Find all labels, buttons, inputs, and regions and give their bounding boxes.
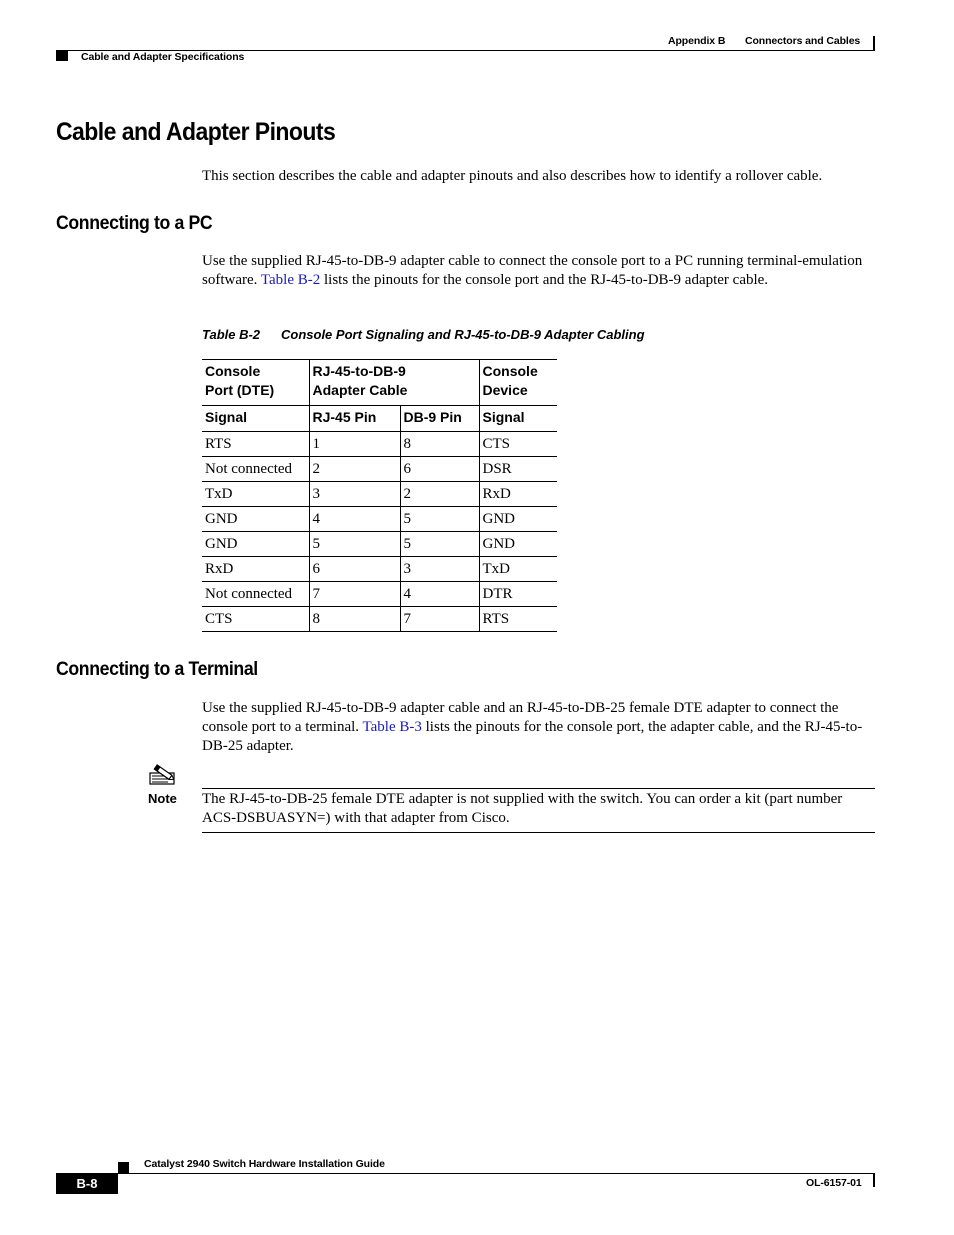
page-number: B-8: [56, 1173, 118, 1194]
table-row: [202, 607, 557, 632]
header-appendix: Appendix B: [668, 35, 726, 47]
table-cell: 8: [309, 607, 400, 632]
table-cell: TxD: [479, 557, 557, 582]
terminal-paragraph-text-2: lists the pinouts for the console port, the adapter cable, and the RJ-45-to-DB-25 adapter.: [202, 719, 863, 754]
pc-paragraph-text-1: Use the supplied RJ-45-to-DB-9 adapter cable to connect the console port to a PC running terminal-emulation software.: [202, 253, 863, 288]
table-cell: DSR: [479, 457, 557, 482]
table-cell: Not connected: [202, 582, 309, 607]
pc-paragraph: [202, 252, 877, 290]
note-pencil-icon: [148, 764, 178, 793]
table-cell: GND: [479, 532, 557, 557]
table-caption-title: Console Port Signaling and RJ-45-to-DB-9 Adapter Cabling: [281, 327, 645, 342]
footer-marker: [118, 1162, 129, 1173]
note-top-rule: [202, 788, 875, 789]
table-cell: 6: [309, 557, 400, 582]
table-cell: 5: [400, 507, 479, 532]
table-cell: 3: [400, 557, 479, 582]
table-cell: 5: [309, 532, 400, 557]
table-row: [202, 582, 557, 607]
table-row: [202, 532, 557, 557]
table-caption-number: Table B-2: [202, 327, 261, 342]
table-cell: RxD: [479, 482, 557, 507]
table-cell: 7: [400, 607, 479, 632]
table-cell: RxD: [202, 557, 309, 582]
table-cell: CTS: [202, 607, 309, 632]
table-cell: 2: [400, 482, 479, 507]
note-bottom-rule: [202, 832, 875, 833]
table-cell: RTS: [202, 432, 309, 457]
table-cell: GND: [202, 532, 309, 557]
table-caption: [202, 327, 645, 342]
table-cell: 7: [309, 582, 400, 607]
footer-guide-title: Catalyst 2940 Switch Hardware Installation Guide: [144, 1158, 385, 1170]
table-cell: DTR: [479, 582, 557, 607]
table-row: [202, 507, 557, 532]
sub-header-signal: Signal: [202, 406, 309, 432]
terminal-paragraph-text-1: Use the supplied RJ-45-to-DB-9 adapter cable and an RJ-45-to-DB-25 female DTE adapter to connect the console port to a terminal.: [202, 700, 839, 735]
note-text: The RJ-45-to-DB-25 female DTE adapter is not supplied with the switch. You can order a kit (part number ACS-DSBUASYN=) with that adapter from Cisco.: [202, 791, 843, 826]
table-cell: 5: [400, 532, 479, 557]
header-vertical-bar: [873, 36, 875, 51]
table-row: [202, 432, 557, 457]
footer-rule: [118, 1173, 875, 1174]
terminal-paragraph: [202, 699, 877, 756]
table-cell: Not connected: [202, 457, 309, 482]
table-b3-link[interactable]: Table B-3: [362, 719, 422, 735]
intro-paragraph: This section describes the cable and adapter pinouts and also describes how to identify a rollover cable.: [202, 168, 823, 184]
header-chapter: Connectors and Cables: [745, 35, 861, 47]
table-cell: 3: [309, 482, 400, 507]
header-marker: [56, 51, 68, 61]
footer-vertical-bar: [873, 1174, 875, 1187]
table-row: [202, 557, 557, 582]
table-cell: RTS: [479, 607, 557, 632]
table-cell: 4: [400, 582, 479, 607]
heading-connecting-terminal: Connecting to a Terminal: [56, 659, 258, 680]
note-label: Note: [148, 791, 177, 806]
pinout-table: [202, 359, 557, 632]
table-row: [202, 482, 557, 507]
page-title: Cable and Adapter Pinouts: [56, 118, 336, 146]
table-cell: 8: [400, 432, 479, 457]
table-cell: 6: [400, 457, 479, 482]
footer-doc-number: OL-6157-01: [806, 1177, 862, 1189]
table-cell: GND: [202, 507, 309, 532]
heading-connecting-pc: Connecting to a PC: [56, 213, 213, 234]
table-b2-link[interactable]: Table B-2: [260, 272, 321, 288]
table-cell: CTS: [479, 432, 557, 457]
pc-paragraph-text-2: lists the pinouts for the console port and the RJ-45-to-DB-9 adapter cable.: [324, 272, 769, 288]
table-cell: 2: [309, 457, 400, 482]
group-header-adapter-cable: RJ-45-to-DB-9 Adapter Cable: [309, 360, 479, 406]
table-cell: TxD: [202, 482, 309, 507]
sub-header-rj45-pin: RJ-45 Pin: [309, 406, 400, 432]
table-row: [202, 457, 557, 482]
header-section: Cable and Adapter Specifications: [81, 51, 245, 63]
sub-header-device-signal: Signal: [479, 406, 557, 432]
table-cell: 1: [309, 432, 400, 457]
group-header-console-device: Console Device: [479, 360, 557, 406]
table-cell: 4: [309, 507, 400, 532]
sub-header-db9-pin: DB-9 Pin: [400, 406, 479, 432]
group-header-console-port: Console Port (DTE): [202, 360, 309, 406]
table-cell: GND: [479, 507, 557, 532]
